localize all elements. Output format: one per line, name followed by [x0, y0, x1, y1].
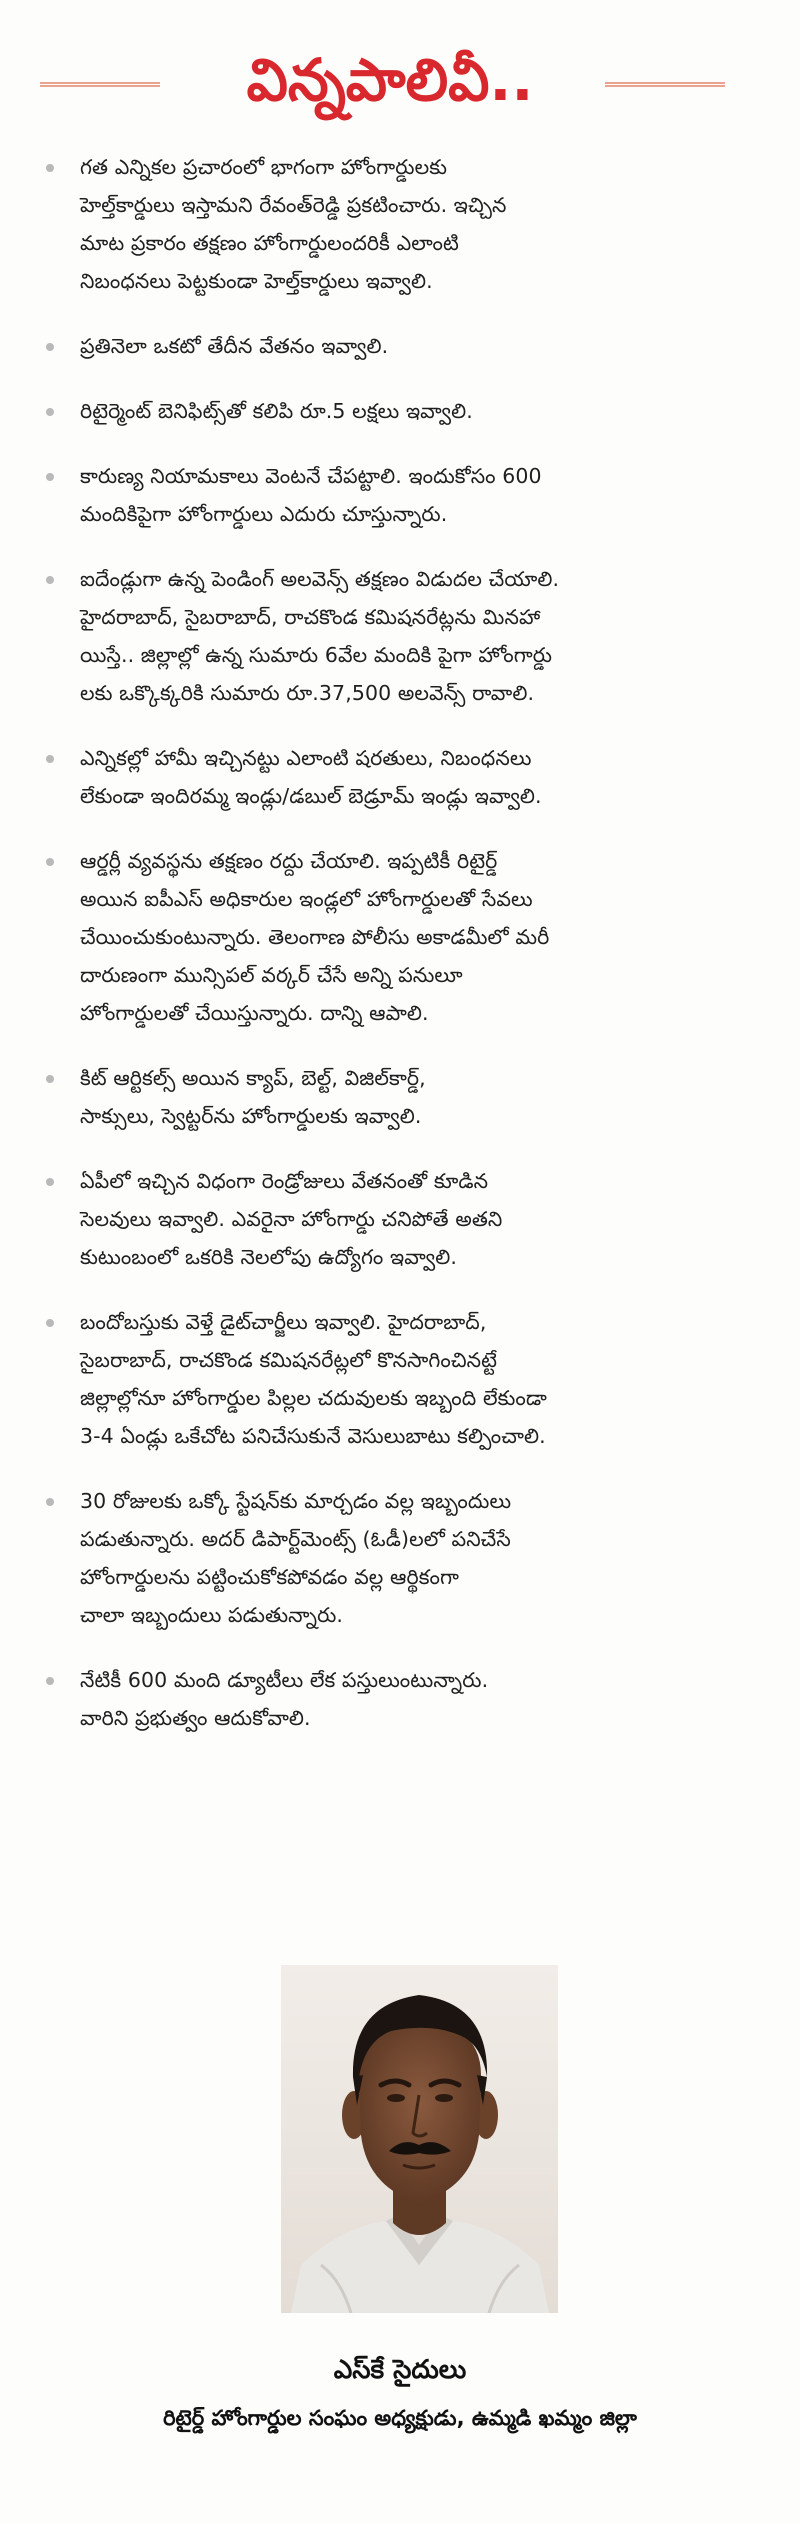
demand-text-line: హోంగార్డులతో చేయిస్తున్నారు. దాన్ని ఆపాలి.: [80, 1001, 429, 1025]
demand-text-line: హోంగార్డులను పట్టించుకోకపోవడం వల్ల ఆర్థికంగా: [80, 1565, 459, 1589]
demand-text-line: 3-4 ఏండ్లు ఒకేచోట పనిచేసుకునే వెసులుబాటు కల్పించాలి.: [80, 1424, 546, 1448]
headline: విన్నపాలివీ..: [246, 46, 534, 114]
demand-item: [40, 392, 740, 430]
demand-text-line: కుటుంబంలో ఒకరికి నెలలోపు ఉద్యోగం ఇవ్వాలి.: [80, 1245, 457, 1269]
demand-text-line: ఏపీలో ఇచ్చిన విధంగా రెండ్రోజులు వేతనంతో కూడిన: [80, 1169, 489, 1193]
headline-row: [0, 40, 800, 120]
bullet-icon: [46, 164, 54, 172]
demand-text-line: సైబరాబాద్, రాచకొండ కమిషనరేట్లలో కొనసాగించినట్టే: [80, 1348, 498, 1372]
demand-text-line: బందోబస్తుకు వెళ్తే డైట్‌చార్జీలు ఇవ్వాలి. హైదరాబాద్,: [80, 1310, 487, 1334]
bullet-icon: [46, 1677, 54, 1685]
demand-text-line: ఐదేండ్లుగా ఉన్న పెండింగ్ అలవెన్స్ తక్షణం విడుదల చేయాలి.: [80, 567, 560, 591]
bullet-icon: [46, 408, 54, 416]
bullet-icon: [46, 755, 54, 763]
bullet-icon: [46, 1498, 54, 1506]
demand-text-line: సాక్సులు, స్వెట్టర్‌ను హోంగార్డులకు ఇవ్వాలి.: [80, 1104, 422, 1128]
demand-text-line: ప్రతినెలా ఒకటో తేదీన వేతనం ఇవ్వాలి.: [80, 334, 389, 358]
demand-text-line: రిటైర్మెంట్ బెనిఫిట్స్‌తో కలిపి రూ.5 లక్షలు ఇవ్వాలి.: [80, 399, 473, 423]
portrait-illustration: [281, 1965, 558, 2313]
demand-text-line: మాట ప్రకారం తక్షణం హోంగార్డులందరికీ ఎలాంటి: [80, 231, 459, 255]
demand-text-line: వారిని ప్రభుత్వం ఆదుకోవాలి.: [80, 1706, 311, 1730]
demand-item: [40, 1059, 740, 1135]
demand-text-line: అయిన ఐపీఎస్ అధికారుల ఇండ్లలో హోంగార్డులతో సేవలు: [80, 887, 533, 911]
demand-text-line: లేకుండా ఇందిరమ్మ ఇండ్లు/డబుల్ బెడ్రూమ్ ఇండ్లు ఇవ్వాలి.: [80, 784, 542, 808]
demand-item: [40, 739, 740, 815]
demand-text-line: కిట్ ఆర్టికల్స్ అయిన క్యాప్, బెల్ట్, విజిల్‌కార్డ్,: [80, 1066, 426, 1090]
bullet-icon: [46, 1319, 54, 1327]
demand-text-line: సెలవులు ఇవ్వాలి. ఎవరైనా హోంగార్డు చనిపోతే అతని: [80, 1207, 503, 1231]
demand-text-line: జిల్లాల్లోనూ హోంగార్డుల పిల్లల చదువులకు ఇబ్బంది లేకుండా: [80, 1386, 547, 1410]
demand-text-line: లకు ఒక్కొక్కరికి సుమారు రూ.37,500 అలవెన్స్ రావాలి.: [80, 681, 535, 705]
headline-rule-right: [605, 82, 725, 87]
demand-item: [40, 560, 740, 712]
demand-text-line: చేయించుకుంటున్నారు. తెలంగాణ పోలీసు అకాడమీలో మరీ: [80, 925, 550, 949]
demand-text-line: గత ఎన్నికల ప్రచారంలో భాగంగా హోంగార్డులకు: [80, 155, 448, 179]
demand-text-line: నిబంధనలు పెట్టకుండా హెల్త్‌కార్డులు ఇవ్వాలి.: [80, 269, 433, 293]
demand-text-line: యిస్తే.. జిల్లాల్లో ఉన్న సుమారు 6వేల మందికి పైగా హోంగార్డు: [80, 643, 553, 667]
demands-list: [40, 148, 740, 1764]
bullet-icon: [46, 1075, 54, 1083]
bullet-icon: [46, 858, 54, 866]
demand-text-line: ఆర్డర్లీ వ్యవస్థను తక్షణం రద్దు చేయాలి. ఇప్పటికీ రిటైర్డ్: [80, 849, 498, 873]
bullet-icon: [46, 343, 54, 351]
demand-item: [40, 327, 740, 365]
demand-text-line: ఎన్నికల్లో హామీ ఇచ్చినట్టు ఎలాంటి షరతులు, నిబంధనలు: [80, 746, 532, 770]
demand-item: [40, 1661, 740, 1737]
demand-item: [40, 148, 740, 300]
demand-text-line: హెల్త్‌కార్డులు ఇస్తామని రేవంత్‌రెడ్డి ప్రకటించారు. ఇచ్చిన: [80, 193, 507, 217]
demand-item: [40, 1162, 740, 1276]
demand-text-line: దారుణంగా మున్సిపల్ వర్కర్ చేసే అన్ని పనులూ: [80, 963, 463, 987]
bullet-icon: [46, 473, 54, 481]
demand-text-line: హైదరాబాద్, సైబరాబాద్, రాచకొండ కమిషనరేట్లను మినహా: [80, 605, 541, 629]
headline-rule-left: [40, 82, 160, 87]
demand-item: [40, 1303, 740, 1455]
author-name: ఎస్‌కే సైదులు: [333, 2355, 467, 2385]
demand-item: [40, 457, 740, 533]
demand-text-line: చాలా ఇబ్బందులు పడుతున్నారు.: [80, 1603, 344, 1627]
demand-item: [40, 1482, 740, 1634]
demand-text-line: నేటికీ 600 మంది డ్యూటీలు లేక పస్తులుంటున్నారు.: [80, 1668, 489, 1692]
demand-text-line: కారుణ్య నియామకాలు వెంటనే చేపట్టాలి. ఇందుకోసం 600: [80, 464, 542, 488]
demand-text-line: 30 రోజులకు ఒక్కో స్టేషన్‌కు మార్చడం వల్ల ఇబ్బందులు: [80, 1489, 512, 1513]
bullet-icon: [46, 576, 54, 584]
author-role: రిటైర్డ్ హోంగార్డుల సంఘం అధ్యక్షుడు, ఉమ్మడి ఖమ్మం జిల్లా: [163, 2406, 637, 2430]
bullet-icon: [46, 1178, 54, 1186]
demand-text-line: మందికిపైగా హోంగార్డులు ఎదురు చూస్తున్నారు.: [80, 502, 448, 526]
portrait-photo: [281, 1965, 558, 2313]
demand-item: [40, 842, 740, 1032]
demand-text-line: పడుతున్నారు. అదర్ డిపార్ట్‌మెంట్స్ (ఓడీ)లలో పనిచేసే: [80, 1527, 511, 1551]
